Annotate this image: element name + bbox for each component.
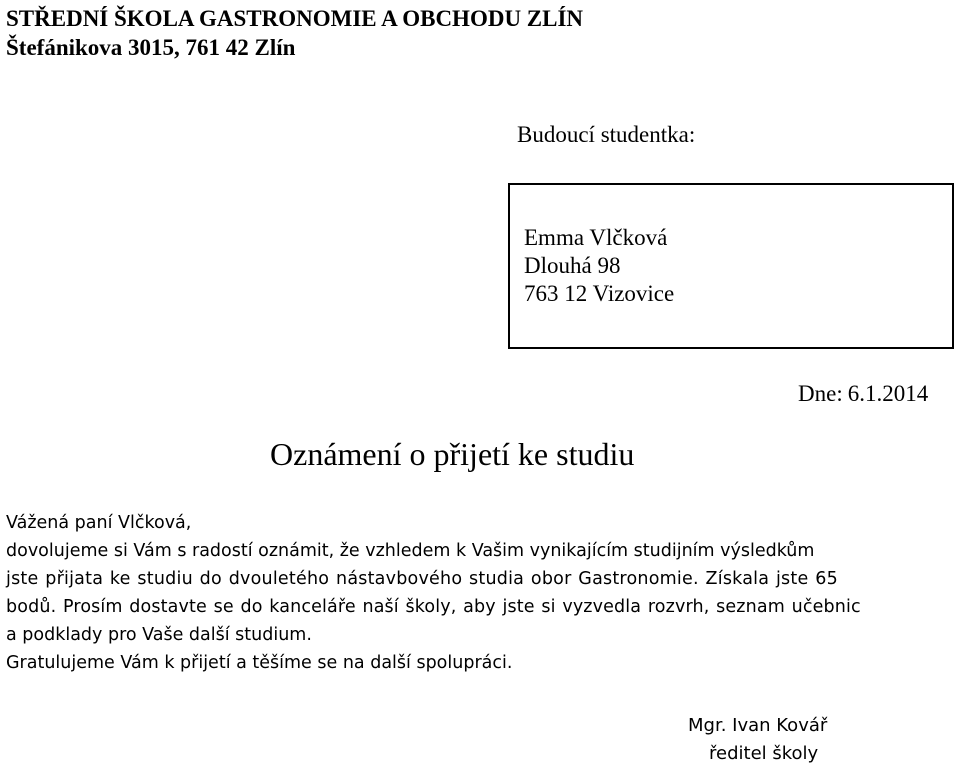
letter-salutation: Vážená paní Vlčková, — [6, 513, 192, 533]
recipient-street: Dlouhá 98 — [524, 253, 621, 278]
letter-title: Oznámení o přijetí ke studiu — [270, 436, 635, 472]
recipient-address-box — [508, 183, 954, 349]
signature-name: Mgr. Ivan Kovář — [688, 715, 828, 736]
body-line: dovolujeme si Vám s radostí oznámit, že vzhledem k Vašim vynikajícím studijním výsledkům — [6, 541, 815, 561]
date-label: Dne: — [798, 381, 843, 406]
recipient-label: Budoucí studentka: — [517, 122, 696, 147]
body-line: Gratulujeme Vám k přijetí a těšíme se na další spolupráci. — [6, 653, 513, 673]
letter-date — [798, 381, 928, 407]
signature-title: ředitel školy — [709, 743, 819, 764]
letter-body — [6, 509, 956, 677]
date-value: 6.1.2014 — [847, 381, 929, 406]
recipient-city: 763 12 Vizovice — [524, 281, 675, 306]
body-line: bodů. Prosím dostavte se do kanceláře naší školy, aby jste si vyzvedla rozvrh, seznam učebnic — [6, 597, 861, 617]
body-line: a podklady pro Vaše další studium. — [6, 625, 312, 645]
school-address: Štefánikova 3015, 761 42 Zlín — [6, 35, 296, 60]
school-name: STŘEDNÍ ŠKOLA GASTRONOMIE A OBCHODU ZLÍN — [6, 6, 584, 31]
recipient-name: Emma Vlčková — [524, 225, 668, 250]
body-line: jste přijata ke studiu do dvouletého nástavbového studia obor Gastronomie. Získala jste 65 — [6, 569, 838, 589]
